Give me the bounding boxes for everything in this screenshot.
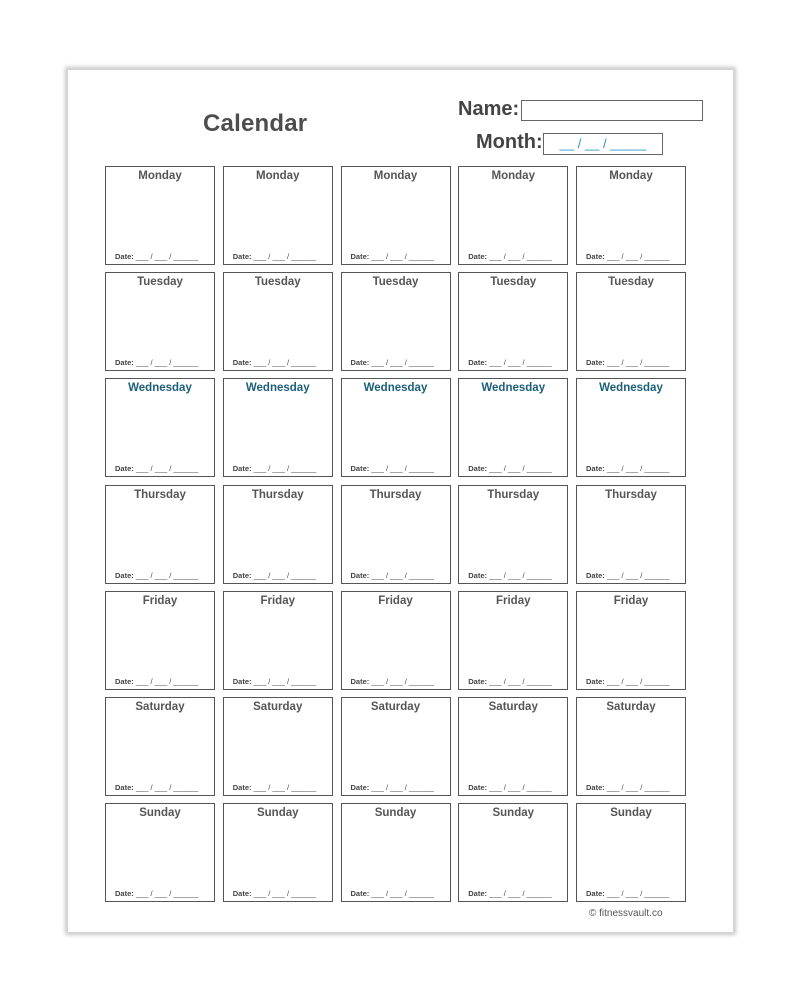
date-label: Date: xyxy=(232,464,252,474)
day-cell-monday[interactable] xyxy=(341,166,451,265)
day-cell-sunday[interactable] xyxy=(458,803,568,902)
date-label: Date: xyxy=(468,464,488,474)
date-field[interactable] xyxy=(233,571,316,580)
day-label: Saturday xyxy=(370,700,421,713)
day-label: Monday xyxy=(138,170,182,182)
date-field[interactable] xyxy=(115,889,198,898)
date-field[interactable] xyxy=(115,677,198,686)
day-cell-tuesday[interactable] xyxy=(458,272,568,371)
date-field[interactable] xyxy=(115,252,198,261)
date-blanks: ___ / ___ / ______ xyxy=(369,252,434,261)
date-blanks: ___ / ___ / ______ xyxy=(369,464,434,474)
date-field[interactable] xyxy=(351,252,434,261)
date-label: Date: xyxy=(468,252,488,261)
date-field[interactable] xyxy=(586,889,669,898)
date-blanks: ___ / ___ / ______ xyxy=(251,252,317,261)
day-cell-wednesday[interactable] xyxy=(105,378,215,477)
date-blanks: ___ / ___ / ______ xyxy=(133,782,199,792)
date-label: Date: xyxy=(232,782,252,792)
date-field[interactable] xyxy=(468,783,551,792)
day-cell-thursday[interactable] xyxy=(341,485,451,584)
date-label: Date: xyxy=(232,570,252,580)
date-label: Date: xyxy=(586,358,605,368)
date-label: Date: xyxy=(586,252,605,261)
day-label: Sunday xyxy=(374,807,417,820)
date-field[interactable] xyxy=(586,464,669,473)
day-cell-wednesday[interactable] xyxy=(458,378,568,477)
day-cell-friday[interactable] xyxy=(458,591,568,690)
day-cell-sunday[interactable] xyxy=(576,803,686,902)
day-cell-friday[interactable] xyxy=(223,591,333,690)
date-label: Date: xyxy=(468,782,488,792)
day-label: Wednesday xyxy=(599,382,663,395)
day-cell-tuesday[interactable] xyxy=(341,272,451,371)
day-cell-tuesday[interactable] xyxy=(576,272,686,371)
day-cell-saturday[interactable] xyxy=(458,697,568,796)
date-field[interactable] xyxy=(468,571,551,580)
date-blanks: ___ / ___ / ______ xyxy=(487,889,552,899)
date-field[interactable] xyxy=(115,783,198,792)
day-label: Friday xyxy=(260,594,295,607)
date-field[interactable] xyxy=(233,783,316,792)
date-label: Date: xyxy=(115,676,134,686)
date-field[interactable] xyxy=(351,464,434,473)
date-label: Date: xyxy=(586,889,605,899)
day-cell-tuesday[interactable] xyxy=(223,272,333,371)
date-label: Date: xyxy=(350,570,370,580)
day-cell-thursday[interactable] xyxy=(458,485,568,584)
date-blanks: ___ / ___ / ______ xyxy=(369,889,434,899)
date-field[interactable] xyxy=(351,571,434,580)
date-field[interactable] xyxy=(586,783,669,792)
date-field[interactable] xyxy=(351,889,434,898)
day-label: Sunday xyxy=(139,807,181,820)
day-label: Monday xyxy=(373,170,418,182)
date-blanks: ___ / ___ / ______ xyxy=(604,782,670,792)
date-label: Date: xyxy=(350,889,370,899)
date-blanks: ___ / ___ / ______ xyxy=(487,782,552,792)
date-field[interactable] xyxy=(468,889,551,898)
date-blanks: ___ / ___ / ______ xyxy=(133,889,199,899)
day-label: Wednesday xyxy=(245,382,310,395)
date-blanks: ___ / ___ / ______ xyxy=(133,252,199,261)
date-field[interactable] xyxy=(586,571,669,580)
day-label: Sunday xyxy=(610,807,652,820)
day-label: Saturday xyxy=(488,700,538,713)
day-cell-saturday[interactable] xyxy=(105,697,215,796)
day-label: Saturday xyxy=(135,700,185,713)
date-label: Date: xyxy=(350,358,370,368)
date-blanks: ___ / ___ / ______ xyxy=(604,676,670,686)
date-blanks: ___ / ___ / ______ xyxy=(604,358,670,368)
day-cell-friday[interactable] xyxy=(105,591,215,690)
day-cell-monday[interactable] xyxy=(105,166,215,265)
calendar-grid xyxy=(105,166,686,902)
date-blanks: ___ / ___ / ______ xyxy=(369,782,434,792)
day-cell-friday[interactable] xyxy=(576,591,686,690)
day-label: Wednesday xyxy=(363,382,428,395)
date-label: Date: xyxy=(115,782,134,792)
copyright-footer: © fitnessvault.co xyxy=(589,908,663,919)
date-field[interactable] xyxy=(233,889,316,898)
date-field[interactable] xyxy=(233,677,316,686)
day-cell-sunday[interactable] xyxy=(223,803,333,902)
day-label: Friday xyxy=(378,594,413,607)
date-blanks: ___ / ___ / ______ xyxy=(251,358,317,368)
date-field[interactable] xyxy=(351,677,434,686)
page-title: Calendar xyxy=(203,110,308,137)
date-label: Date: xyxy=(115,889,134,899)
day-label: Thursday xyxy=(134,488,186,501)
date-label: Date: xyxy=(115,358,134,368)
day-cell-saturday[interactable] xyxy=(223,697,333,796)
date-label: Date: xyxy=(586,570,605,580)
day-cell-wednesday[interactable] xyxy=(576,378,686,477)
date-blanks: ___ / ___ / ______ xyxy=(487,464,552,474)
day-label: Sunday xyxy=(492,807,535,820)
day-cell-thursday[interactable] xyxy=(105,485,215,584)
day-cell-wednesday[interactable] xyxy=(223,378,333,477)
day-label: Tuesday xyxy=(137,276,183,289)
day-cell-thursday[interactable] xyxy=(576,485,686,584)
date-blanks: ___ / ___ / ______ xyxy=(487,252,552,261)
day-label: Friday xyxy=(142,594,178,607)
date-label: Date: xyxy=(232,358,252,368)
date-blanks: ___ / ___ / ______ xyxy=(604,464,670,474)
date-blanks: ___ / ___ / ______ xyxy=(369,358,434,368)
date-blanks: ___ / ___ / ______ xyxy=(369,676,434,686)
day-label: Friday xyxy=(613,594,649,607)
date-field[interactable] xyxy=(115,571,198,580)
name-field[interactable] xyxy=(521,100,703,121)
date-label: Date: xyxy=(586,782,605,792)
date-field[interactable] xyxy=(233,464,316,473)
day-label: Tuesday xyxy=(372,276,419,289)
date-label: Date: xyxy=(468,676,488,686)
date-field[interactable] xyxy=(586,358,669,367)
date-label: Date: xyxy=(468,358,488,368)
date-label: Date: xyxy=(468,889,488,899)
month-label: Month: xyxy=(476,131,543,153)
date-label: Date: xyxy=(232,676,252,686)
day-label: Saturday xyxy=(253,700,303,713)
day-cell-sunday[interactable] xyxy=(105,803,215,902)
date-label: Date: xyxy=(350,676,370,686)
date-label: Date: xyxy=(115,464,134,474)
day-label: Friday xyxy=(495,594,531,607)
date-blanks: ___ / ___ / ______ xyxy=(487,570,552,580)
date-blanks: ___ / ___ / ______ xyxy=(133,358,199,368)
date-blanks: ___ / ___ / ______ xyxy=(133,464,199,474)
name-label: Name: xyxy=(458,98,520,120)
day-label: Thursday xyxy=(251,488,304,501)
date-blanks: ___ / ___ / ______ xyxy=(251,676,317,686)
date-blanks: ___ / ___ / ______ xyxy=(251,464,317,474)
day-cell-monday[interactable] xyxy=(223,166,333,265)
date-label: Date: xyxy=(586,464,605,474)
month-field[interactable]: __ / __ / _____ xyxy=(543,133,663,155)
date-field[interactable] xyxy=(233,252,316,261)
day-label: Monday xyxy=(491,170,535,182)
date-blanks: ___ / ___ / ______ xyxy=(251,782,317,792)
date-blanks: ___ / ___ / ______ xyxy=(604,570,670,580)
date-field[interactable] xyxy=(115,358,198,367)
day-cell-friday[interactable] xyxy=(341,591,451,690)
day-cell-wednesday[interactable] xyxy=(341,378,451,477)
day-cell-monday[interactable] xyxy=(458,166,568,265)
day-label: Wednesday xyxy=(481,382,546,395)
date-field[interactable] xyxy=(233,358,316,367)
date-label: Date: xyxy=(350,782,370,792)
day-label: Monday xyxy=(609,170,653,182)
date-label: Date: xyxy=(586,676,605,686)
date-blanks: ___ / ___ / ______ xyxy=(133,676,199,686)
date-blanks: ___ / ___ / ______ xyxy=(251,570,317,580)
date-blanks: ___ / ___ / ______ xyxy=(487,358,552,368)
date-label: Date: xyxy=(468,570,488,580)
day-label: Saturday xyxy=(606,700,656,713)
date-field[interactable] xyxy=(468,358,551,367)
date-field[interactable] xyxy=(115,464,198,473)
day-label: Thursday xyxy=(605,488,657,501)
day-cell-saturday[interactable] xyxy=(576,697,686,796)
date-label: Date: xyxy=(232,889,252,899)
day-cell-sunday[interactable] xyxy=(341,803,451,902)
day-label: Wednesday xyxy=(128,382,192,395)
date-field[interactable] xyxy=(468,464,551,473)
date-field[interactable] xyxy=(586,677,669,686)
date-label: Date: xyxy=(350,464,370,474)
date-blanks: ___ / ___ / ______ xyxy=(604,252,670,261)
day-cell-thursday[interactable] xyxy=(223,485,333,584)
date-field[interactable] xyxy=(468,252,551,261)
day-label: Sunday xyxy=(256,807,299,820)
date-blanks: ___ / ___ / ______ xyxy=(251,889,317,899)
date-label: Date: xyxy=(115,570,134,580)
day-label: Monday xyxy=(256,170,300,182)
day-label: Tuesday xyxy=(490,276,537,289)
date-label: Date: xyxy=(232,252,252,261)
day-label: Thursday xyxy=(369,488,422,501)
day-label: Tuesday xyxy=(608,276,654,289)
date-field[interactable] xyxy=(586,252,669,261)
date-blanks: ___ / ___ / ______ xyxy=(369,570,434,580)
date-label: Date: xyxy=(350,252,370,261)
date-field[interactable] xyxy=(468,677,551,686)
date-blanks: ___ / ___ / ______ xyxy=(604,889,670,899)
day-label: Thursday xyxy=(487,488,540,501)
date-field[interactable] xyxy=(351,783,434,792)
day-cell-tuesday[interactable] xyxy=(105,272,215,371)
day-label: Tuesday xyxy=(254,276,301,289)
date-label: Date: xyxy=(115,252,134,261)
date-blanks: ___ / ___ / ______ xyxy=(133,570,199,580)
date-blanks: ___ / ___ / ______ xyxy=(487,676,552,686)
date-field[interactable] xyxy=(351,358,434,367)
day-cell-saturday[interactable] xyxy=(341,697,451,796)
day-cell-monday[interactable] xyxy=(576,166,686,265)
